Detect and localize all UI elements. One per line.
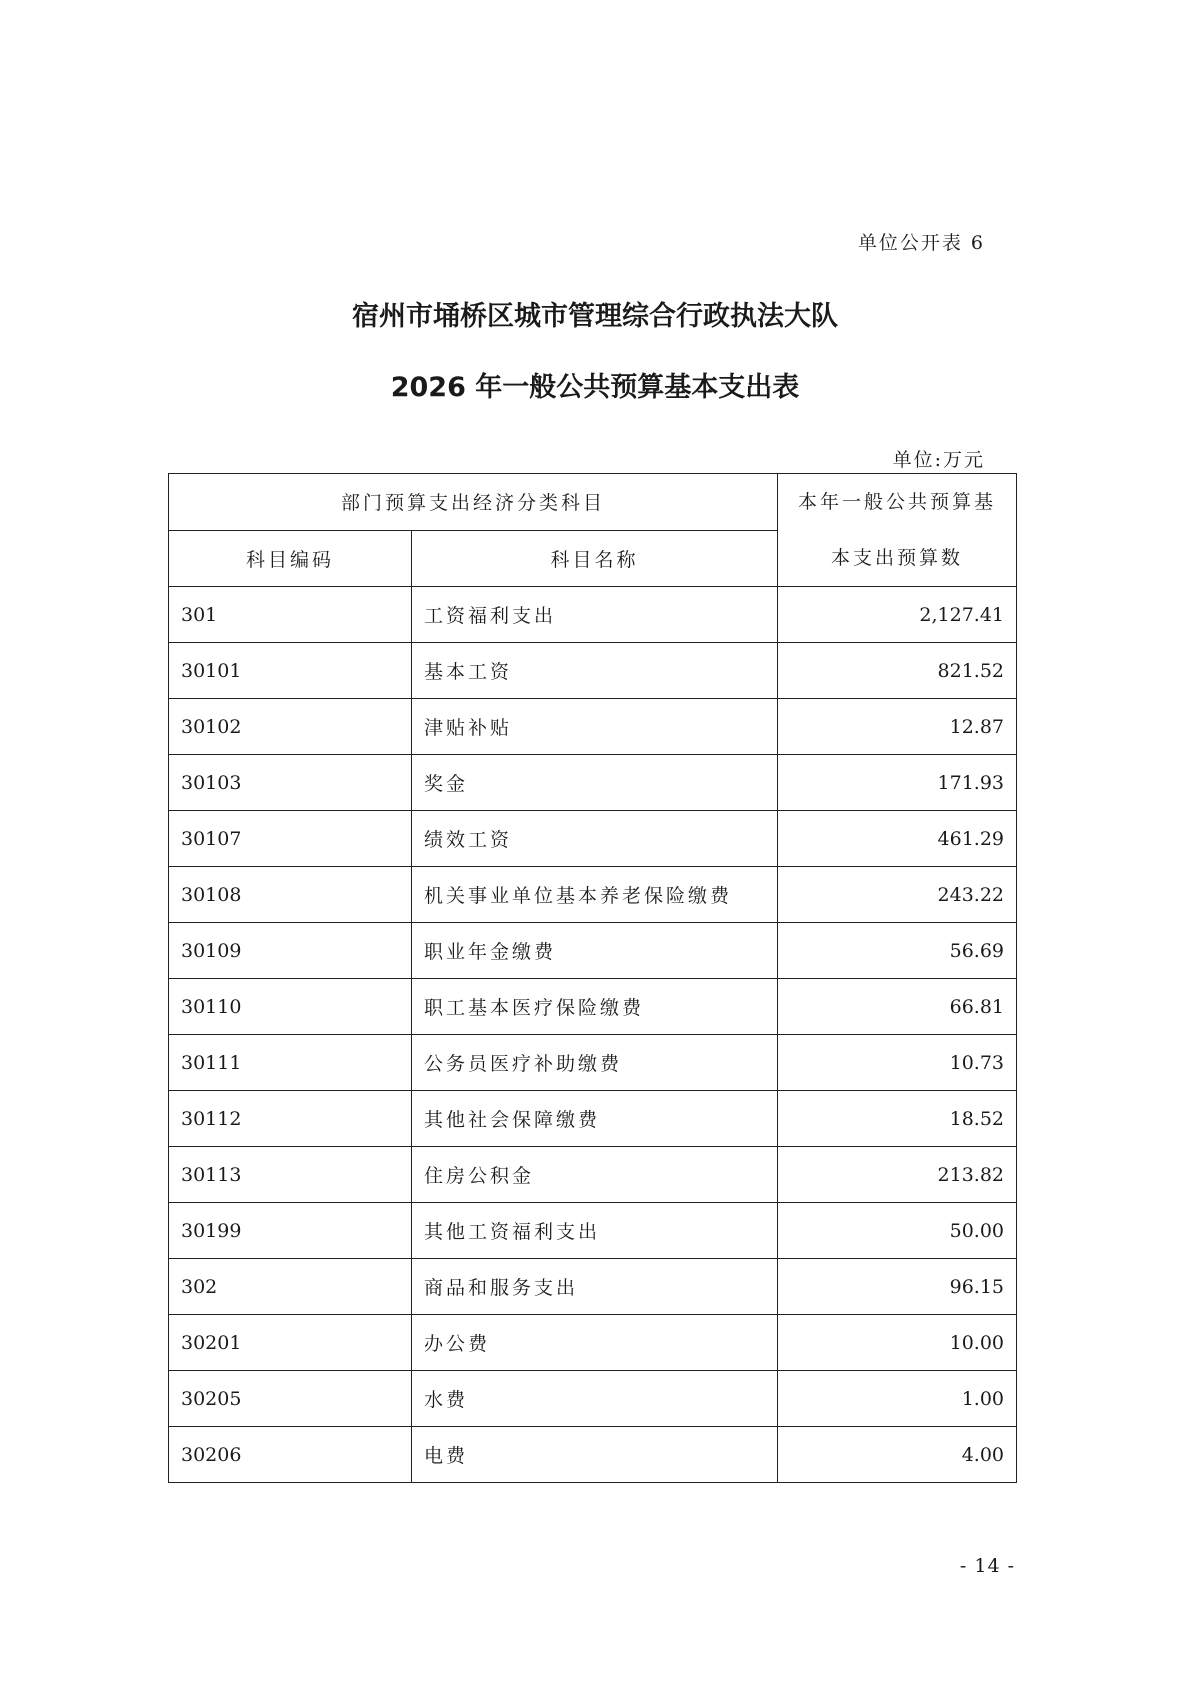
- cell-name: 商品和服务支出: [412, 1259, 778, 1315]
- page-number: - 14 -: [959, 1555, 1015, 1577]
- table-body: [169, 587, 1017, 1483]
- cell-code: 30206: [169, 1427, 412, 1483]
- table-row: [169, 1147, 1017, 1203]
- cell-amount: 171.93: [778, 755, 1017, 811]
- cell-name: 其他工资福利支出: [412, 1203, 778, 1259]
- code-header: 科目编码: [169, 530, 412, 587]
- cell-amount: 96.15: [778, 1259, 1017, 1315]
- amount-header-line2: 本支出预算数: [831, 547, 964, 569]
- cell-name: 工资福利支出: [412, 587, 778, 643]
- cell-code: 30199: [169, 1203, 412, 1259]
- cell-amount: 50.00: [778, 1203, 1017, 1259]
- cell-code: 30110: [169, 979, 412, 1035]
- cell-code: 30103: [169, 755, 412, 811]
- table-row: [169, 1427, 1017, 1483]
- cell-name: 电费: [412, 1427, 778, 1483]
- cell-code: 30111: [169, 1035, 412, 1091]
- table-row: [169, 699, 1017, 755]
- table-number: 单位公开表 6: [857, 232, 985, 254]
- cell-code: 30112: [169, 1091, 412, 1147]
- cell-amount: 10.00: [778, 1315, 1017, 1371]
- document-subtitle: 2026 年一般公共预算基本支出表: [390, 372, 800, 403]
- table-row: [169, 643, 1017, 699]
- amount-header: [778, 474, 1017, 587]
- cell-amount: 461.29: [778, 811, 1017, 867]
- cell-code: 30205: [169, 1371, 412, 1427]
- document-title: 宿州市埇桥区城市管理综合行政执法大队: [352, 301, 838, 332]
- cell-amount: 821.52: [778, 643, 1017, 699]
- cell-amount: 56.69: [778, 923, 1017, 979]
- cell-name: 公务员医疗补助缴费: [412, 1035, 778, 1091]
- cell-name: 住房公积金: [412, 1147, 778, 1203]
- cell-code: 30101: [169, 643, 412, 699]
- cell-code: 301: [169, 587, 412, 643]
- cell-amount: 1.00: [778, 1371, 1017, 1427]
- table-row: [169, 587, 1017, 643]
- cell-amount: 213.82: [778, 1147, 1017, 1203]
- table-row: [169, 867, 1017, 923]
- cell-amount: 2,127.41: [778, 587, 1017, 643]
- group-header: 部门预算支出经济分类科目: [169, 474, 778, 531]
- table-row: [169, 755, 1017, 811]
- cell-name: 津贴补贴: [412, 699, 778, 755]
- cell-name: 办公费: [412, 1315, 778, 1371]
- cell-amount: 243.22: [778, 867, 1017, 923]
- table-row: [169, 979, 1017, 1035]
- cell-amount: 66.81: [778, 979, 1017, 1035]
- cell-amount: 10.73: [778, 1035, 1017, 1091]
- cell-code: 30108: [169, 867, 412, 923]
- cell-name: 职工基本医疗保险缴费: [412, 979, 778, 1035]
- cell-amount: 18.52: [778, 1091, 1017, 1147]
- cell-code: 302: [169, 1259, 412, 1315]
- cell-code: 30107: [169, 811, 412, 867]
- unit-label: 单位:万元: [892, 449, 985, 471]
- cell-code: 30102: [169, 699, 412, 755]
- cell-code: 30113: [169, 1147, 412, 1203]
- table-row: [169, 923, 1017, 979]
- cell-name: 绩效工资: [412, 811, 778, 867]
- cell-code: 30109: [169, 923, 412, 979]
- amount-header-line1: 本年一般公共预算基: [798, 491, 997, 513]
- cell-name: 奖金: [412, 755, 778, 811]
- cell-amount: 4.00: [778, 1427, 1017, 1483]
- table-row: [169, 1203, 1017, 1259]
- cell-name: 基本工资: [412, 643, 778, 699]
- table-row: [169, 1371, 1017, 1427]
- cell-name: 职业年金缴费: [412, 923, 778, 979]
- cell-name: 水费: [412, 1371, 778, 1427]
- name-header: 科目名称: [412, 530, 778, 587]
- table-row: [169, 811, 1017, 867]
- table-row: [169, 1091, 1017, 1147]
- cell-code: 30201: [169, 1315, 412, 1371]
- table-row: [169, 1259, 1017, 1315]
- cell-name: 机关事业单位基本养老保险缴费: [412, 867, 778, 923]
- table-row: [169, 1035, 1017, 1091]
- table-row: [169, 1315, 1017, 1371]
- budget-table: [168, 473, 1017, 1483]
- cell-name: 其他社会保障缴费: [412, 1091, 778, 1147]
- cell-amount: 12.87: [778, 699, 1017, 755]
